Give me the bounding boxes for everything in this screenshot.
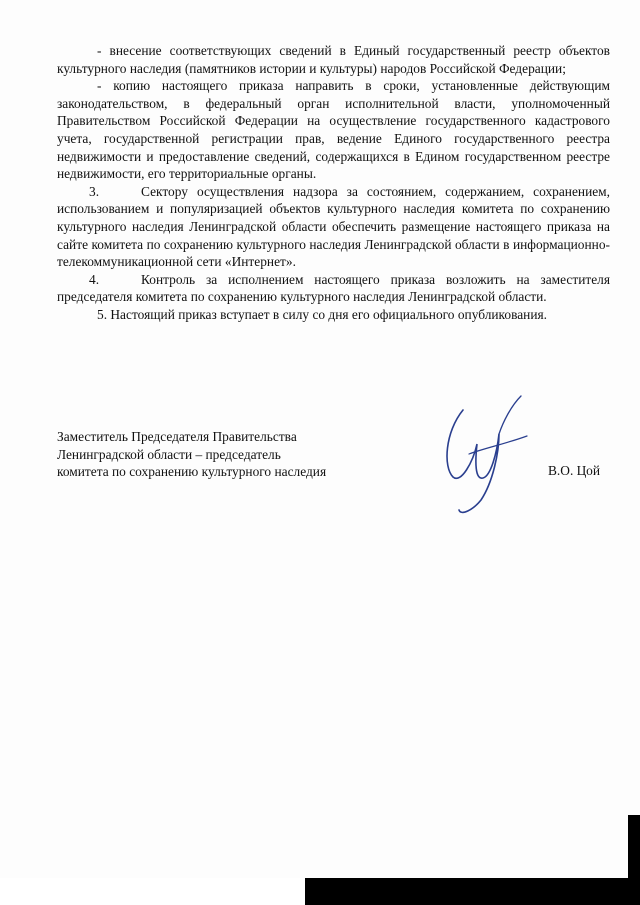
- item-5: 5. Настоящий приказ вступает в силу со дня его официального опубликования.: [97, 306, 547, 322]
- item-3-text: Сектору осуществления надзора за состоянием, содержанием, сохранением, использованием и популяризацией объектов культурного наследия комитета по сохранению культурного наследия Ленинградской области обеспечить размещение настоящего приказа на сайте комитета по сохранению культурного наследия Ленинградской области в информационно-телекоммуникационной сети «Интернет».: [57, 183, 610, 270]
- signatory-line-1: Заместитель Председателя Правительства: [57, 429, 297, 444]
- signatory-line-3: комитета по сохранению культурного наследия: [57, 464, 327, 480]
- item-4-number: 4.: [89, 271, 100, 287]
- paragraph-registry: - внесение соответствующих сведений в Единый государственный реестр объектов культурного наследия (памятников истории и культуры) народов Российской Федерации;: [57, 43, 610, 76]
- item-4-text: Контроль за исполнением настоящего приказа возложить на заместителя председателя комитета по сохранению культурного наследия Ленинградской области.: [57, 271, 610, 305]
- signatory-title: [57, 428, 326, 481]
- signatory-name: В.О. Цой: [548, 463, 600, 478]
- document-body: [57, 42, 610, 324]
- scan-edge-bottom-paper: [0, 878, 305, 905]
- signatory-line-2: Ленинградской области – председатель: [57, 446, 281, 462]
- item-3: [57, 183, 610, 271]
- scan-edge-right: [628, 815, 640, 905]
- handwritten-signature: [425, 392, 535, 517]
- paragraph-copy-order: - копию настоящего приказа направить в сроки, установленные действующим законодательством, в федеральный орган исполнительной власти, уполномоченный Правительством Российской Федерации на осуществление государственного кадастрового учета, государственной регистрации прав, ведение Единого государственного реестра недвижимости и предоставление сведений, содержащихся в Едином государственном реестре недвижимости, его территориальные органы.: [57, 78, 610, 182]
- item-4: [57, 271, 610, 306]
- item-3-number: 3.: [89, 183, 100, 199]
